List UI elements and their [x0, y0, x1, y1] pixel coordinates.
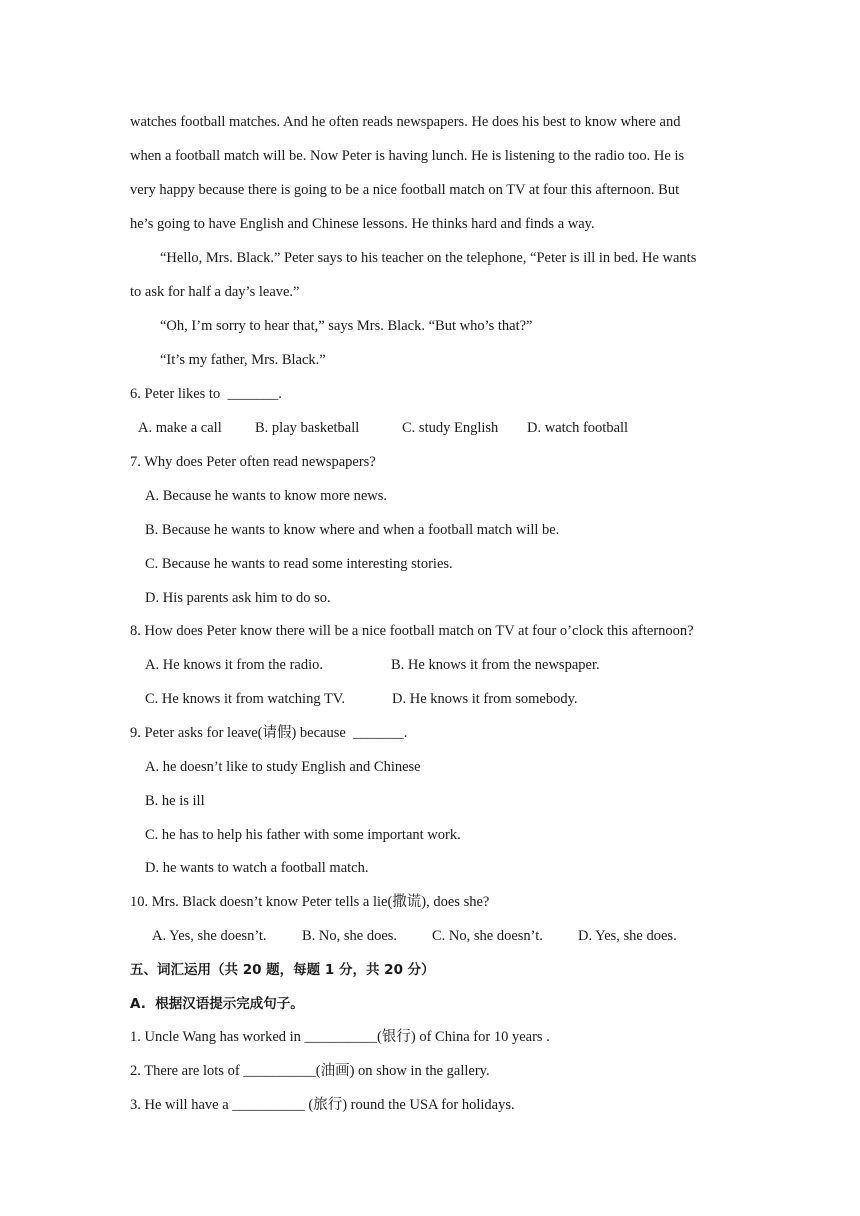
- question-7-option-b: B. Because he wants to know where and when a football match will be.: [145, 522, 560, 538]
- vocab-item-1: 1. Uncle Wang has worked in __________(银行) of China for 10 years .: [130, 1029, 550, 1045]
- question-8-option-a: A. He knows it from the radio.: [145, 657, 323, 673]
- passage-line: he’s going to have English and Chinese lessons. He thinks hard and finds a way.: [130, 216, 595, 232]
- question-8-option-c: C. He knows it from watching TV.: [145, 691, 346, 707]
- vocab-item-3: 3. He will have a __________ (旅行) round the USA for holidays.: [130, 1097, 515, 1113]
- passage-line: watches football matches. And he often reads newspapers. He does his best to know where and: [130, 114, 681, 130]
- question-10-stem: 10. Mrs. Black doesn’t know Peter tells a lie(撒谎), does she?: [130, 894, 490, 910]
- question-10-option-b: B. No, she does.: [302, 928, 398, 944]
- question-8-stem: 8. How does Peter know there will be a nice football match on TV at four o’clock this afternoon?: [130, 623, 694, 639]
- question-6-option-b: B. play basketball: [255, 420, 360, 436]
- passage-line: to ask for half a day’s leave.”: [130, 284, 300, 300]
- question-7-option-c: C. Because he wants to read some interesting stories.: [145, 556, 453, 572]
- passage-line: “Hello, Mrs. Black.” Peter says to his teacher on the telephone, “Peter is ill in bed. He wants: [160, 250, 697, 266]
- vocab-item-2: 2. There are lots of __________(油画) on show in the gallery.: [130, 1063, 490, 1079]
- question-8-option-d: D. He knows it from somebody.: [392, 691, 578, 707]
- question-9-option-b: B. he is ill: [145, 793, 205, 809]
- question-9-stem: 9. Peter asks for leave(请假) because _______.: [130, 725, 408, 741]
- passage-line: “It’s my father, Mrs. Black.”: [160, 352, 326, 368]
- question-6-option-a: A. make a call: [138, 420, 222, 436]
- question-6-option-c: C. study English: [402, 420, 499, 436]
- question-10-option-c: C. No, she doesn’t.: [432, 928, 543, 944]
- question-8-option-b: B. He knows it from the newspaper.: [391, 657, 600, 673]
- passage-line: when a football match will be. Now Peter is having lunch. He is listening to the radio too. He is: [130, 148, 685, 164]
- passage-line: very happy because there is going to be a nice football match on TV at four this afternoon. But: [130, 182, 680, 198]
- question-10-option-d: D. Yes, she does.: [578, 928, 677, 944]
- question-10-option-a: A. Yes, she doesn’t.: [152, 928, 267, 944]
- question-7-option-a: A. Because he wants to know more news.: [145, 488, 388, 504]
- passage-line: “Oh, I’m sorry to hear that,” says Mrs. Black. “But who’s that?”: [160, 318, 533, 334]
- question-9-option-d: D. he wants to watch a football match.: [145, 860, 369, 876]
- question-7-stem: 7. Why does Peter often read newspapers?: [130, 454, 376, 470]
- question-6-option-d: D. watch football: [527, 420, 629, 436]
- section-5-title: 五、词汇运用（共 20 题，每题 1 分，共 20 分）: [130, 962, 435, 978]
- section-5-part-a-heading: A. 根据汉语提示完成句子。: [130, 996, 304, 1012]
- question-9-option-a: A. he doesn’t like to study English and Chinese: [145, 759, 421, 775]
- question-7-option-d: D. His parents ask him to do so.: [145, 590, 331, 606]
- question-6-stem: 6. Peter likes to _______.: [130, 386, 282, 402]
- question-9-option-c: C. he has to help his father with some important work.: [145, 827, 461, 843]
